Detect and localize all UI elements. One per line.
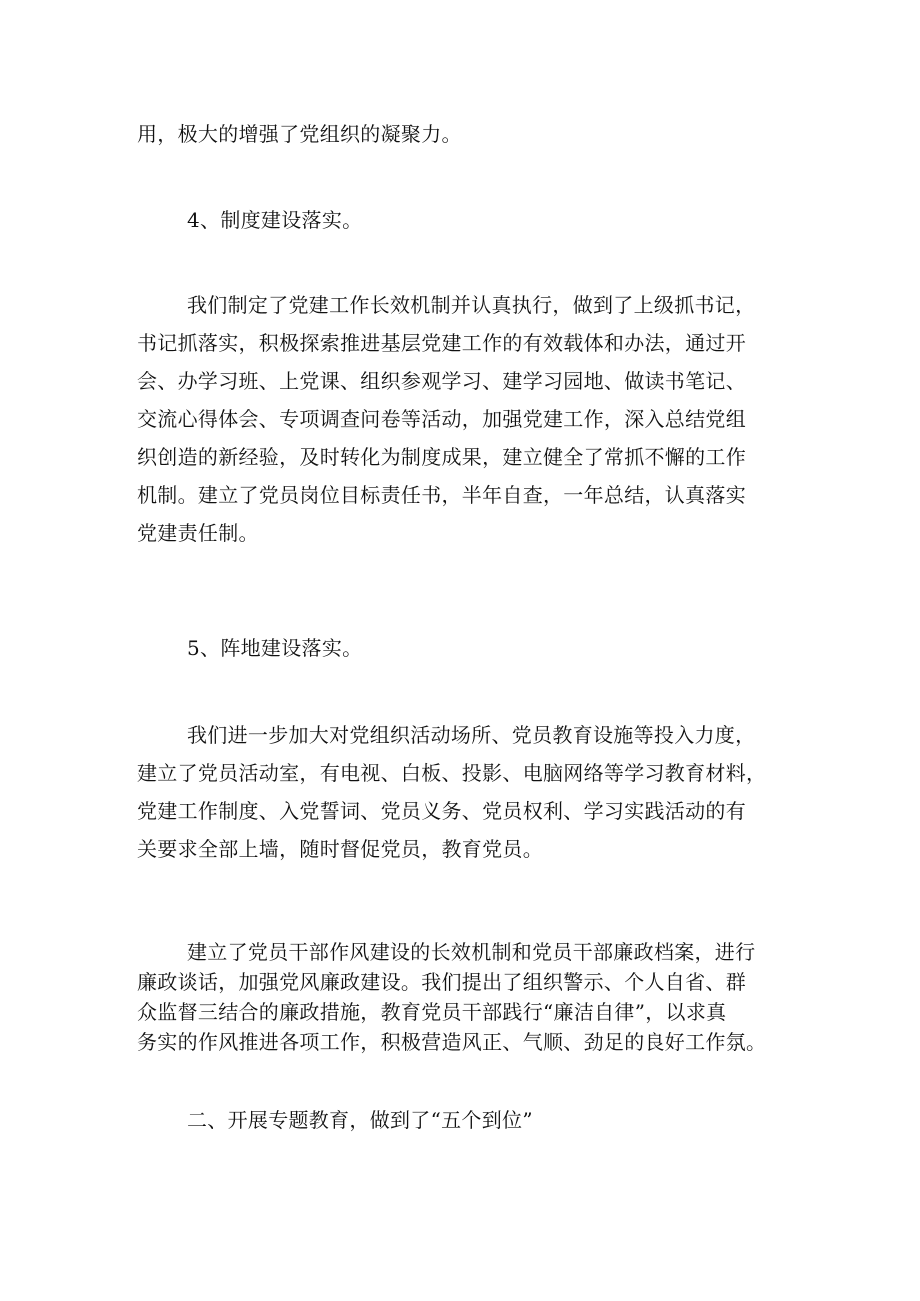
paragraph-line: 用，极大的增强了党组织的凝聚力。 bbox=[137, 122, 462, 146]
paragraph-line: 机制。建立了党员岗位目标责任书，半年自查，一年总结，认真落实 bbox=[137, 483, 746, 507]
paragraph-line: 交流心得体会、专项调查问卷等活动，加强党建工作，深入总结党组 bbox=[137, 407, 746, 431]
paragraph-line: 建立了党员干部作风建设的长效机制和党员干部廉政档案，进行 bbox=[187, 940, 756, 964]
paragraph-line: 会、办学习班、上党课、组织参观学习、建学习园地、做读书笔记、 bbox=[137, 369, 746, 393]
paragraph-system-construction bbox=[137, 286, 797, 552]
section-heading: 二、开展专题教育，做到了“五个到位” bbox=[187, 1108, 533, 1132]
paragraph-line: 党建工作制度、入党誓词、党员义务、党员权利、学习实践活动的有 bbox=[137, 799, 746, 823]
paragraph-line: 党建责任制。 bbox=[137, 521, 259, 545]
paragraph-line: 我们制定了党建工作长效机制并认真执行，做到了上级抓书记， bbox=[187, 293, 756, 317]
heading-section-two bbox=[137, 1101, 797, 1139]
paragraph-line: 织创造的新经验，及时转化为制度成果，建立健全了常抓不懈的工作 bbox=[137, 445, 746, 469]
paragraph-continuation bbox=[137, 115, 797, 153]
heading-position-construction bbox=[137, 629, 797, 667]
paragraph-line: 廉政谈话，加强党风廉政建设。我们提出了组织警示、个人自省、群 bbox=[137, 970, 746, 994]
paragraph-line: 书记抓落实，积极探索推进基层党建工作的有效载体和办法，通过开 bbox=[137, 331, 746, 355]
section-heading: 4、制度建设落实。 bbox=[187, 208, 363, 232]
paragraph-integrity-building bbox=[137, 937, 797, 1057]
paragraph-position-construction bbox=[137, 716, 797, 868]
paragraph-line: 我们进一步加大对党组织活动场所、党员教育设施等投入力度， bbox=[187, 723, 756, 747]
paragraph-line: 关要求全部上墙，随时督促党员，教育党员。 bbox=[137, 837, 543, 861]
section-heading: 5、阵地建设落实。 bbox=[187, 636, 363, 660]
paragraph-line: 建立了党员活动室，有电视、白板、投影、电脑网络等学习教育材料， bbox=[137, 761, 767, 785]
heading-system-construction bbox=[137, 201, 797, 239]
paragraph-line: 务实的作风推进各项工作，积极营造风正、气顺、劲足的良好工作氛。 bbox=[137, 1030, 767, 1054]
paragraph-line: 众监督三结合的廉政措施，教育党员干部践行“廉洁自律”，以求真 bbox=[137, 1000, 727, 1024]
